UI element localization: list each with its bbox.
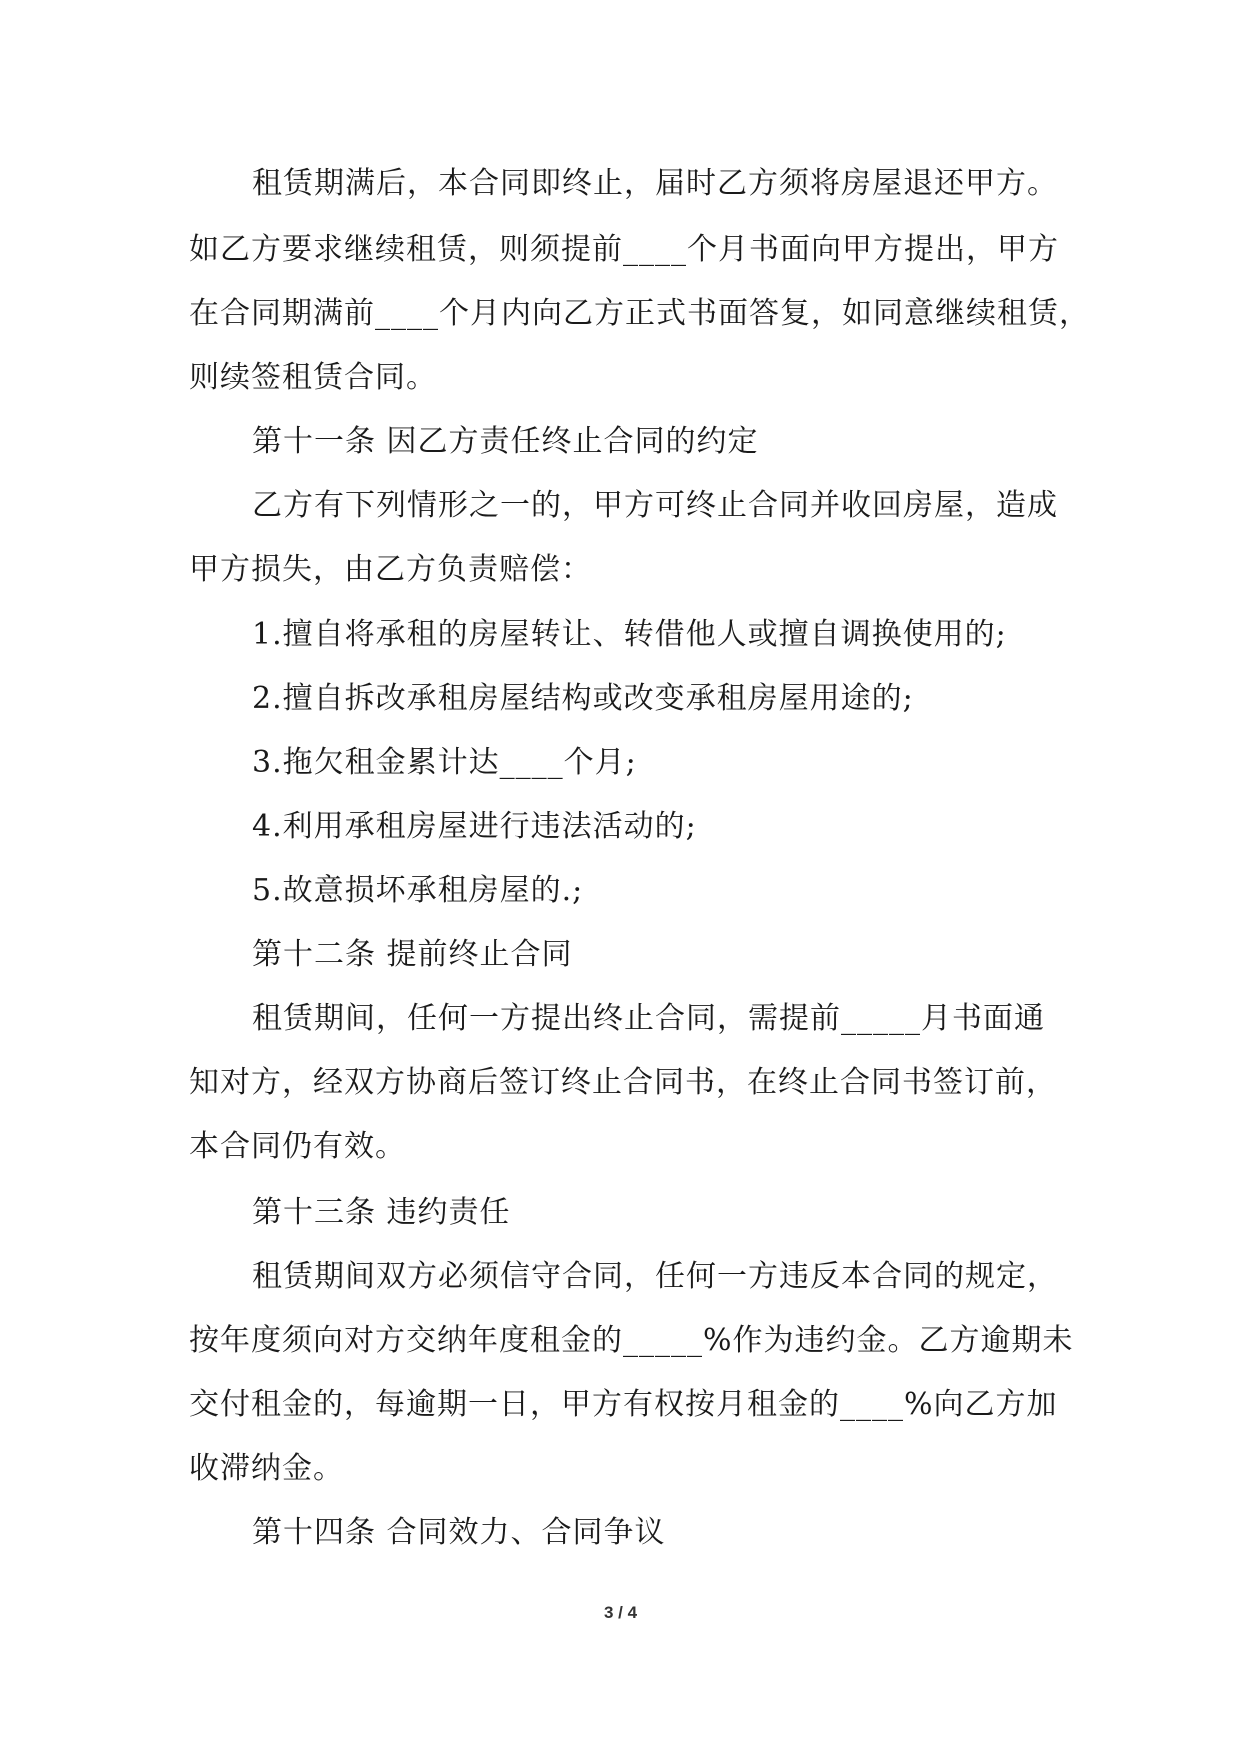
- list-item: 3.拖欠租金累计达____个月;: [252, 745, 637, 780]
- paragraph-line: 在合同期满前____个月内向乙方正式书面答复，如同意继续租赁，: [189, 296, 1090, 331]
- list-item: 1.擅自将承租的房屋转让、转借他人或擅自调换使用的;: [252, 617, 1007, 652]
- article-heading: 第十四条 合同效力、合同争议: [252, 1515, 666, 1550]
- paragraph-line: 甲方损失，由乙方负责赔偿：: [189, 552, 592, 587]
- article-heading: 第十一条 因乙方责任终止合同的约定: [252, 424, 759, 459]
- paragraph-line: 交付租金的，每逾期一日，甲方有权按月租金的____%向乙方加: [189, 1387, 1058, 1422]
- page-number: 3 / 4: [603, 1603, 638, 1622]
- paragraph-line: 租赁期满后，本合同即终止，届时乙方须将房屋退还甲方。: [252, 166, 1058, 201]
- list-item: 4.利用承租房屋进行违法活动的;: [252, 809, 697, 844]
- paragraph-line: 按年度须向对方交纳年度租金的_____%作为违约金。乙方逾期未: [189, 1323, 1074, 1358]
- paragraph-line: 租赁期间，任何一方提出终止合同，需提前_____月书面通: [252, 1001, 1045, 1036]
- paragraph-line: 如乙方要求继续租赁，则须提前____个月书面向甲方提出，甲方: [189, 232, 1059, 267]
- paragraph-line: 知对方，经双方协商后签订终止合同书，在终止合同书签订前，: [189, 1065, 1057, 1100]
- article-heading: 第十三条 违约责任: [252, 1195, 511, 1230]
- paragraph-line: 则续签租赁合同。: [189, 360, 437, 395]
- paragraph-line: 租赁期间双方必须信守合同，任何一方违反本合同的规定，: [252, 1259, 1058, 1294]
- article-heading: 第十二条 提前终止合同: [252, 937, 573, 972]
- paragraph-line: 收滞纳金。: [189, 1451, 344, 1486]
- paragraph-line: 本合同仍有效。: [189, 1129, 406, 1164]
- list-item: 5.故意损坏承租房屋的.;: [252, 873, 584, 908]
- list-item: 2.擅自拆改承租房屋结构或改变承租房屋用途的;: [252, 681, 914, 716]
- paragraph-line: 乙方有下列情形之一的，甲方可终止合同并收回房屋，造成: [252, 488, 1058, 523]
